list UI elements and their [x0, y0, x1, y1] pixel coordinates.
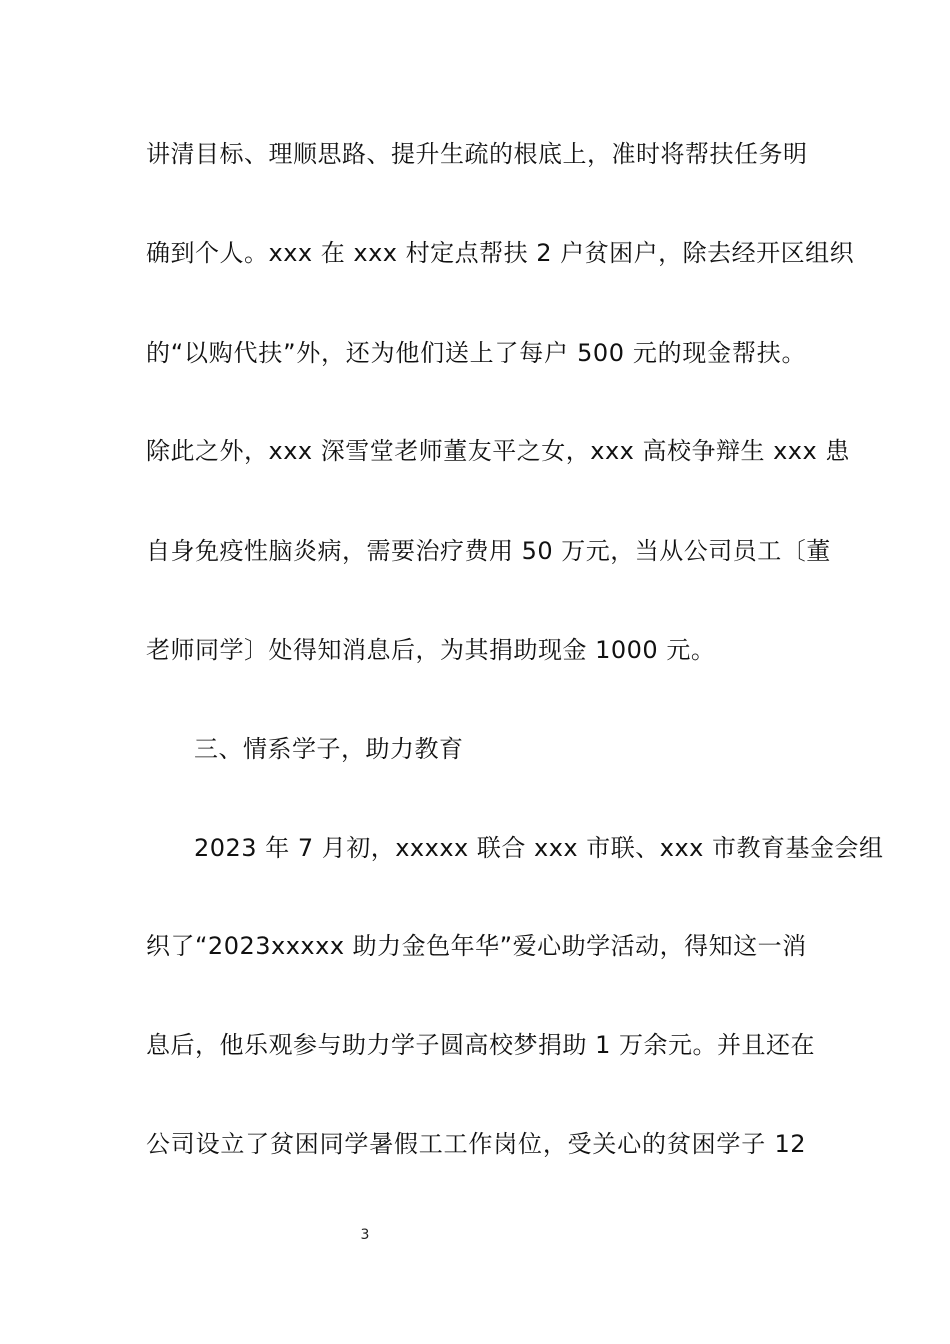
body-text-line-9: 织了“2023xxxxx 助力金色年华”爱心助学活动，得知这一消 — [146, 932, 807, 960]
section-heading: 三、情系学子，助力教育 — [194, 735, 464, 763]
body-text-line-2: 确到个人。xxx 在 xxx 村定点帮扶 2 户贫困户，除去经开区组织 — [146, 239, 855, 267]
body-text-line-10: 息后，他乐观参与助力学子圆高校梦捐助 1 万余元。并且还在 — [146, 1031, 816, 1059]
body-text-line-5: 自身免疫性脑炎病，需要治疗费用 50 万元，当从公司员工〔董 — [146, 537, 831, 565]
body-text-line-3: 的“以购代扶”外，还为他们送上了每户 500 元的现金帮扶。 — [146, 339, 806, 367]
body-text-line-11: 公司设立了贫困同学暑假工工作岗位，受关心的贫困学子 12 — [146, 1130, 806, 1158]
body-text-line-1: 讲清目标、理顺思路、提升生疏的根底上，准时将帮扶任务明 — [146, 140, 808, 168]
body-text-line-6: 老师同学〕处得知消息后，为其捐助现金 1000 元。 — [146, 636, 716, 664]
page-number: 3 — [360, 1227, 370, 1243]
body-text-line-8: 2023 年 7 月初，xxxxx 联合 xxx 市联、xxx 市教育基金会组 — [194, 834, 884, 862]
body-text-line-4: 除此之外，xxx 深雪堂老师董友平之女，xxx 高校争辩生 xxx 患 — [146, 437, 850, 465]
